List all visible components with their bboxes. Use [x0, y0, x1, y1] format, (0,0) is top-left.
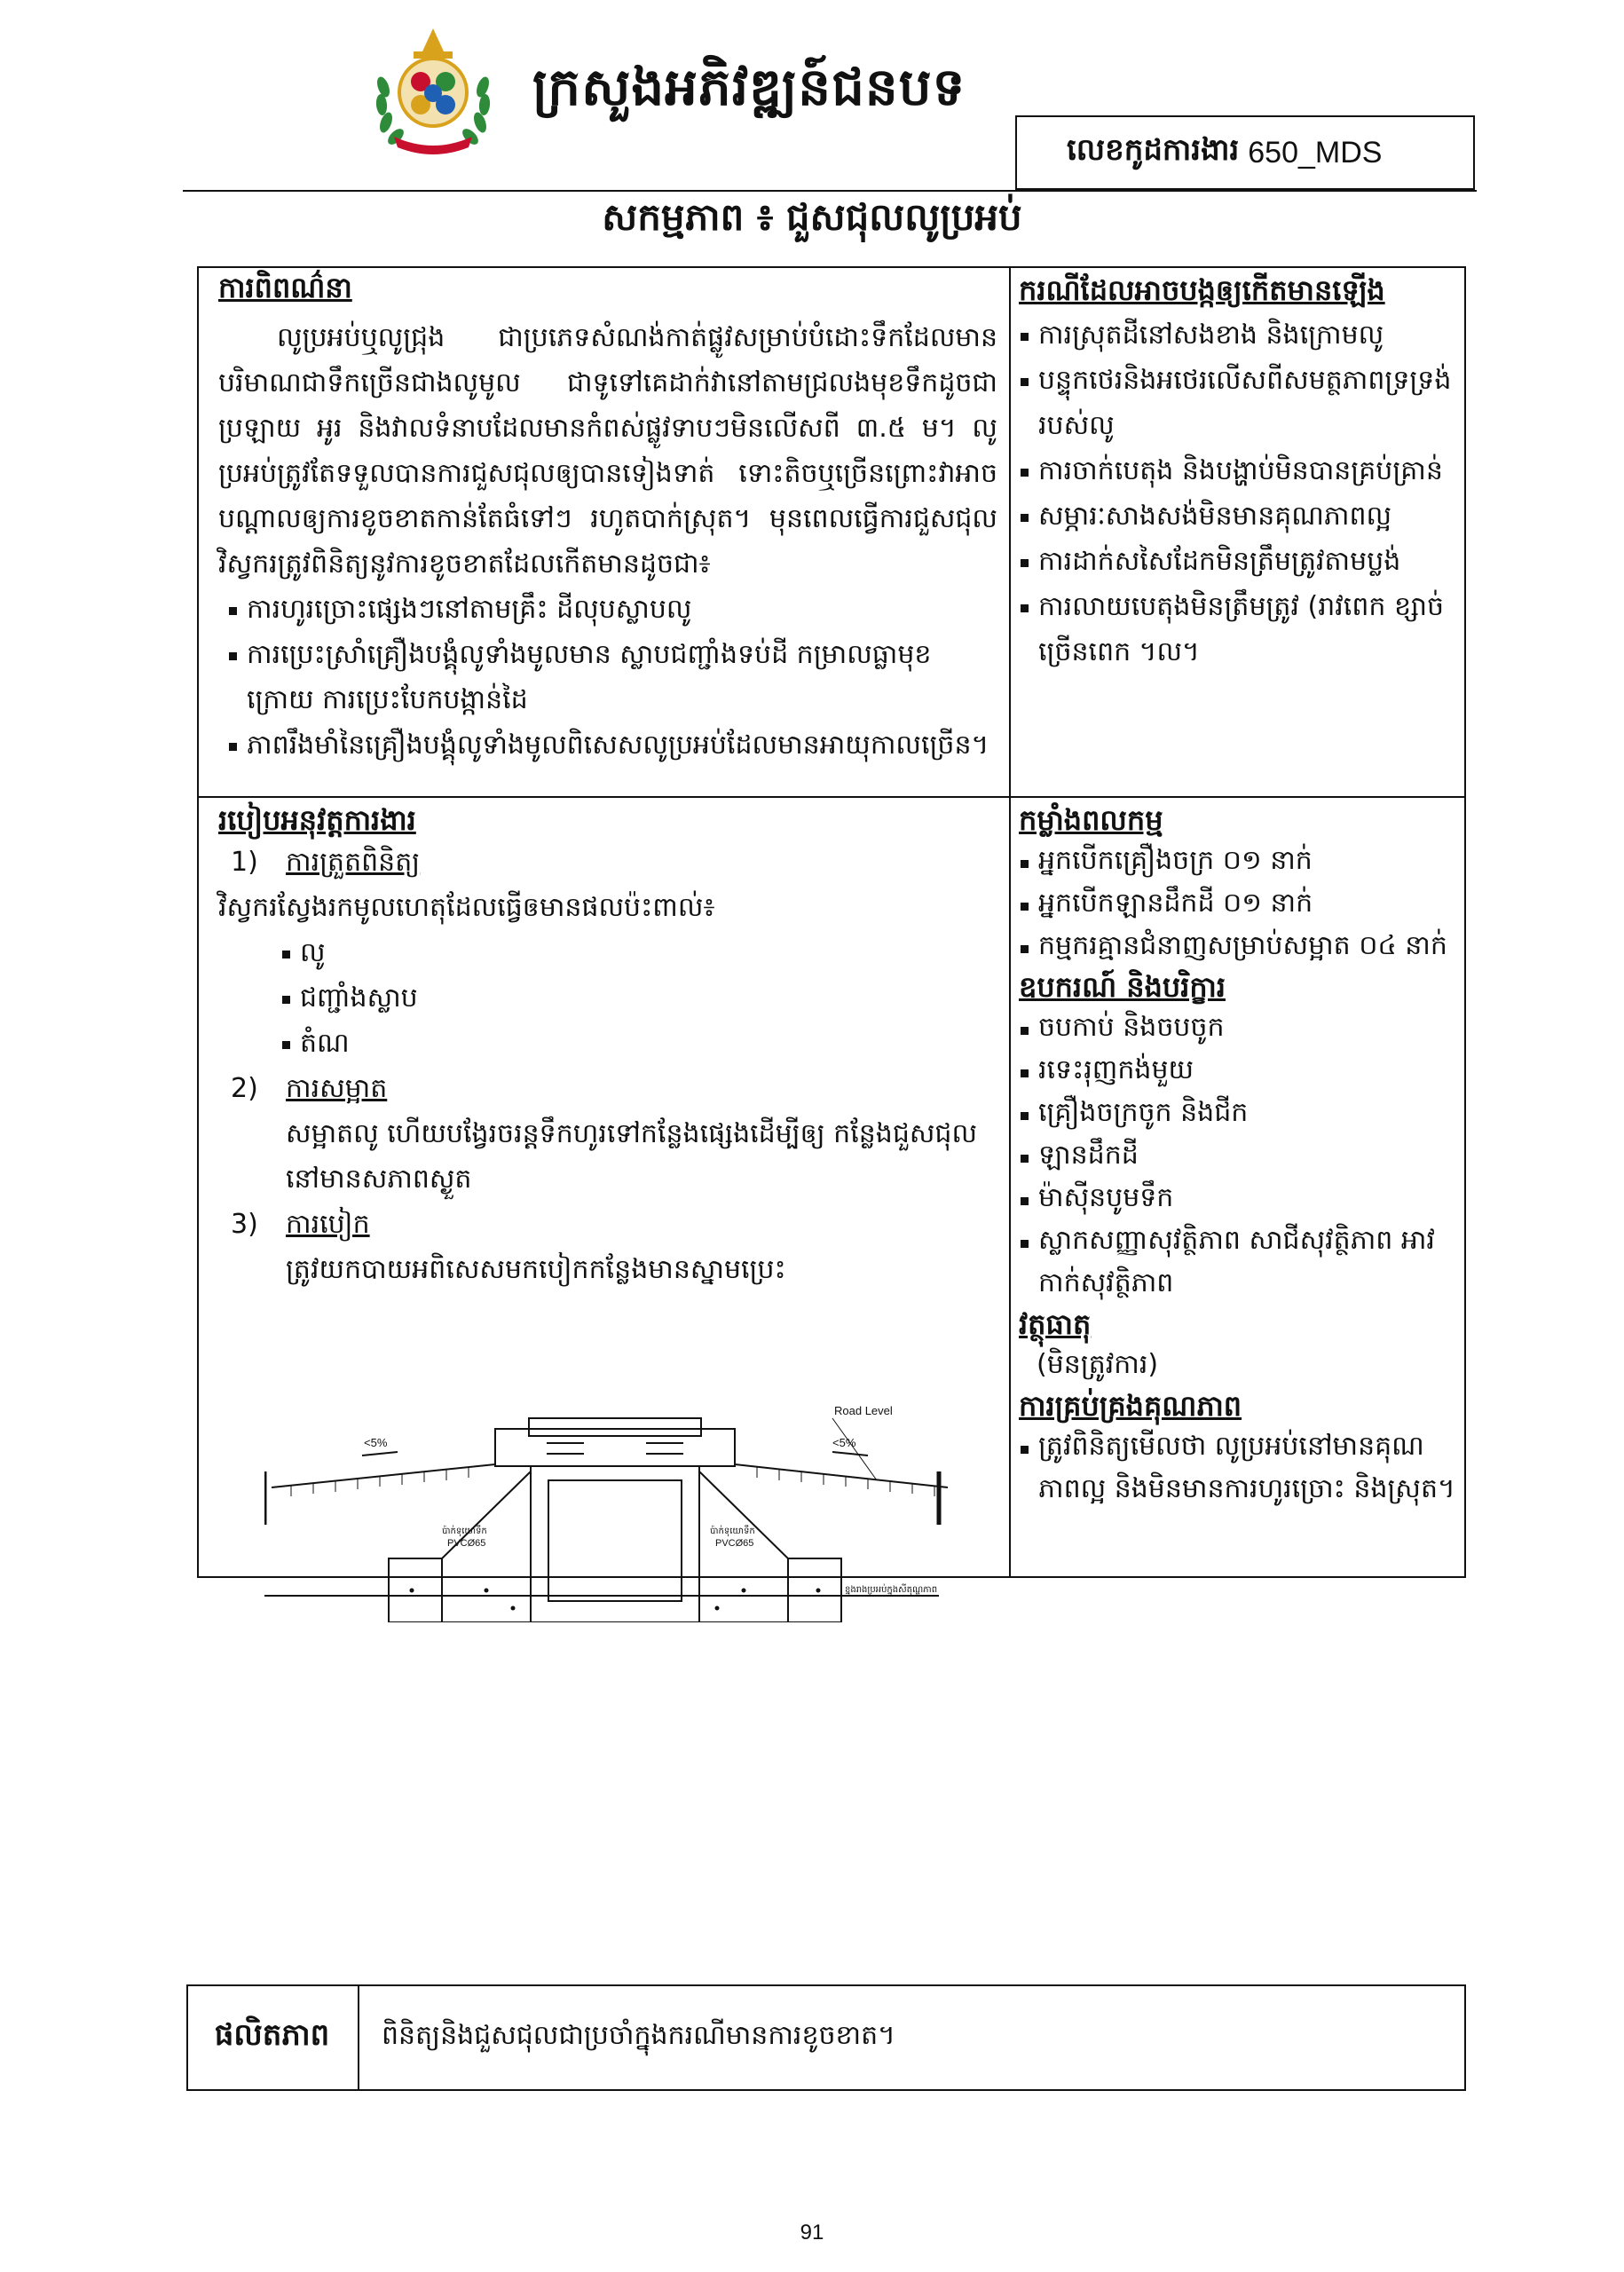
list-item: ត្រូវពិនិត្យមើលថា លូប្រអប់នៅមានគុណភាពល្អ និងមិនមានការហូរច្រោះ និងស្រុត។: [1019, 1425, 1457, 1511]
list-item: ស្លាកសញ្ញាសុវត្ថិភាព សាជីសុវត្ថិភាព អាវកាក់សុវត្ថិភាព: [1019, 1219, 1457, 1305]
productivity-text: ពិនិត្យនិងជួសជុលជាប្រចាំក្នុងករណីមានការខូចខាត។: [382, 2020, 895, 2051]
list-item: បន្ទុកថេរនិងអថេរលើសពីសមត្ថភាពទ្រទ្រង់របស់លូ: [1019, 358, 1457, 448]
seal-text: ត្រូវយកបាយអពិសេសមកបៀកកន្លែងមានស្នាមប្រេះ: [286, 1254, 786, 1285]
list-item: ចបកាប់ និងចបចូក: [1019, 1006, 1457, 1049]
list-item: ការហូរច្រោះផ្សេងៗនៅតាមគ្រឹះ ដីលុបស្លាបលូ: [227, 587, 997, 632]
workforce-heading: កម្លាំងពលកម្ម: [1019, 803, 1163, 837]
causes-cell: [1019, 270, 1457, 674]
description-body: លូប្រអប់ឬលូជ្រុង ជាប្រភេទសំណង់កាត់ផ្លូវសម្រាប់បំដោះទឹកដែលមានបរិមាណជាទឹកច្រើនជាងលូមូល ជាទូទៅគេដាក់វានៅតាមជ្រលងមុខទឹកដូចជា ប្រឡាយ អូរ និងវាលទំនាបដែលមានកំពស់ផ្លូវទាបៗមិនលើសពី ៣.៥ ម។ លូប្រអប់ត្រូវតែទទួលបានការជួសជុលឲ្យបានទៀងទាត់ ទោះតិចឬច្រើនព្រោះវាអាចបណ្តាលឲ្យការខូចខាតកាន់តែធំទៅៗ រហូតបាក់ស្រុត។ មុនពេលធ្វើការជួសជុល វិស្វករត្រូវពិនិត្យនូវការខូចខាតដែលកើតមានដូចជា៖: [218, 322, 997, 580]
quality-heading: ការគ្រប់គ្រងគុណភាព: [1019, 1389, 1242, 1423]
materials-text: (មិនត្រូវការ): [1037, 1349, 1159, 1380]
slope-right-label: <5%: [832, 1436, 856, 1449]
description-heading: ការពិពណ៌នា: [218, 271, 352, 304]
road-level-label: Road Level: [834, 1404, 893, 1417]
causes-list: [1019, 312, 1457, 674]
list-item: តំណ: [280, 1021, 997, 1066]
description-cell: [218, 270, 997, 768]
ground-label: ខ្នងរាងប្រអប់ក្នុងសីតុណ្ហភាព: [845, 1585, 938, 1595]
list-item: ឡានដឹកដី: [1019, 1134, 1457, 1177]
productivity-label: ផលិតភាព: [214, 2017, 330, 2053]
step-3: [218, 1202, 997, 1247]
step-number: 2): [231, 1073, 258, 1104]
step-number: 3): [231, 1209, 258, 1240]
work-code-value: 650_MDS: [1248, 135, 1383, 170]
method-cell: [218, 801, 997, 1292]
step-title: ការត្រួតពិនិត្យ: [286, 847, 421, 878]
quality-list: [1019, 1425, 1457, 1511]
clean-text: សម្អាតលូ ហើយបង្វែរចរន្តទឹកហូរទៅកន្លែងផ្សេងដើម្បីឲ្យ កន្លែងជួសជុលនៅមានសភាពស្ងួត: [286, 1118, 978, 1195]
step-title: ការសម្អាត: [286, 1073, 388, 1104]
equipment-list: [1019, 1006, 1457, 1305]
list-item: អ្នកបើកគ្រឿងចក្រ ០១ នាក់: [1019, 840, 1457, 882]
pipe-spec-right: PVCØ65: [715, 1538, 754, 1549]
header-divider: [183, 190, 1477, 192]
resources-cell: [1019, 801, 1457, 1511]
list-item: ការស្រុតដីនៅសងខាង និងក្រោមលូ: [1019, 312, 1457, 358]
list-item: កម្មករគ្មានជំនាញសម្រាប់សម្អាត ០៤ នាក់: [1019, 925, 1457, 967]
ministry-logo: [371, 25, 495, 156]
step-2: [218, 1066, 997, 1111]
list-item: រទេះរុញកង់មួយ: [1019, 1049, 1457, 1092]
workforce-list: [1019, 840, 1457, 967]
activity-title: សកម្មភាព ៖ ជួសជុលលូប្រអប់: [602, 195, 1022, 239]
inspect-list: [280, 930, 997, 1066]
description-list: [227, 587, 997, 768]
list-item: ភាពរឹងមាំនៃគ្រឿងបង្គុំលូទាំងមូលពិសេសលូប្រអប់ដែលមានអាយុកាលច្រើន។: [227, 722, 997, 768]
list-item: សម្ភារៈសាងសង់មិនមានគុណភាពល្អ: [1019, 493, 1457, 539]
box-culvert-drawing: [264, 1383, 966, 1622]
list-item: ម៉ាស៊ីនបូមទឹក: [1019, 1177, 1457, 1219]
inspect-intro: វិស្វករស្វែងរកមូលហេតុដែលធ្វើឲមានផលប៉ះពាល់៖: [218, 892, 715, 923]
productivity-divider: [358, 1984, 359, 2091]
ministry-name: ក្រសួងអភិវឌ្ឍន៍ជនបទ: [532, 57, 966, 117]
list-item: ការដាក់សសៃដែកមិនត្រឹមត្រូវតាមប្លង់: [1019, 539, 1457, 584]
equipment-heading: ឧបករណ៍ និងបរិក្ខារ: [1019, 970, 1226, 1004]
pipe-spec-left: PVCØ65: [447, 1538, 486, 1549]
list-item: ការប្រេះស្រាំគ្រឿងបង្គុំលូទាំងមូលមាន ស្លាបជញ្ជាំងទប់ដី កម្រាលធ្លាមុខក្រោយ ការប្រេះបែកបង្កាន់ដៃ: [227, 632, 997, 722]
list-item: គ្រឿងចក្រចូក និងជីក: [1019, 1092, 1457, 1134]
pipe-label-right: ប៉ាក់ទុយោទឹក: [710, 1526, 755, 1536]
slope-left-label: <5%: [364, 1436, 388, 1449]
step-title: ការបៀក: [286, 1209, 370, 1240]
materials-heading: វត្ថុធាតុ: [1019, 1307, 1092, 1341]
list-item: ការចាក់បេតុង និងបង្ហាប់មិនបានគ្រប់គ្រាន់: [1019, 448, 1457, 493]
table-row-divider: [197, 796, 1466, 798]
causes-heading: ករណីដែលអាចបង្កឲ្យកើតមានឡើង: [1019, 273, 1385, 307]
method-heading: របៀបអនុវត្តការងារ: [218, 803, 416, 837]
work-code-label: លេខកូដការងារ: [1067, 132, 1240, 168]
work-code-box: [1015, 115, 1475, 190]
list-item: ជញ្ជាំងស្លាប: [280, 975, 997, 1021]
step-number: 1): [231, 847, 258, 878]
table-column-divider: [1009, 266, 1011, 1578]
list-item: អ្នកបើកឡានដឹកដី ០១ នាក់: [1019, 882, 1457, 925]
step-1: [218, 840, 997, 885]
list-item: ការលាយបេតុងមិនត្រឹមត្រូវ (រាវពេក ខ្សាច់ច្រើនពេក ។ល។: [1019, 584, 1457, 674]
list-item: លូ: [280, 930, 997, 975]
pipe-label-left: ប៉ាក់ទុយោទឹក: [442, 1526, 487, 1536]
page-number: 91: [800, 2221, 824, 2244]
